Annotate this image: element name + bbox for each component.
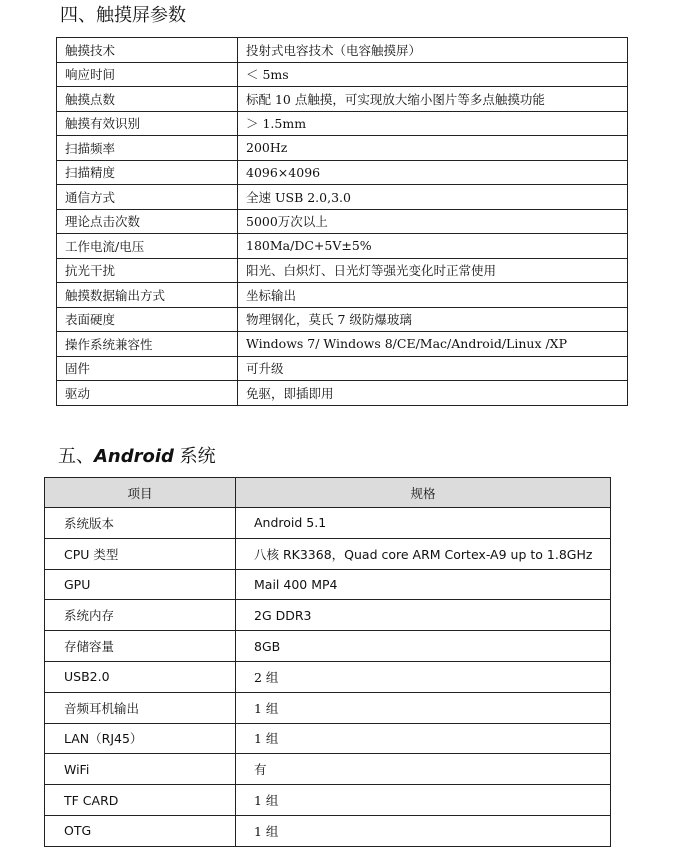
- android-spec-table: [44, 477, 611, 847]
- table-row: [57, 332, 628, 357]
- table-row: [57, 160, 628, 185]
- spec-key: WiFi: [45, 754, 236, 785]
- spec-key: OTG: [45, 815, 236, 846]
- spec-key: 触摸有效识别: [57, 111, 238, 136]
- table-row: [45, 723, 611, 754]
- table-row: [45, 692, 611, 723]
- spec-value: 阳光、白炽灯、日光灯等强光变化时正常使用: [238, 258, 628, 283]
- table-row: [57, 258, 628, 283]
- spec-value: 有: [236, 754, 611, 785]
- header-item: 项目: [45, 478, 236, 508]
- table-row: [45, 569, 611, 600]
- table-row: [57, 62, 628, 87]
- spec-key: 工作电流/电压: [57, 234, 238, 259]
- spec-value: ＞ 1.5mm: [238, 111, 628, 136]
- spec-value: 200Hz: [238, 136, 628, 161]
- spec-value: 1 组: [236, 815, 611, 846]
- spec-key: 扫描频率: [57, 136, 238, 161]
- table-row: [45, 600, 611, 631]
- spec-value: 8GB: [236, 631, 611, 662]
- spec-key: 存储容量: [45, 631, 236, 662]
- spec-key: 音频耳机输出: [45, 692, 236, 723]
- spec-key: 系统内存: [45, 600, 236, 631]
- spec-key: 抗光干扰: [57, 258, 238, 283]
- spec-value: 八核 RK3368，Quad core ARM Cortex-A9 up to 1.8GHz: [236, 538, 611, 569]
- table-row: [57, 87, 628, 112]
- spec-key: 驱动: [57, 381, 238, 406]
- table-row: [45, 508, 611, 539]
- spec-value: 标配 10 点触摸，可实现放大缩小图片等多点触摸功能: [238, 87, 628, 112]
- spec-value: Mail 400 MP4: [236, 569, 611, 600]
- table-row: [45, 661, 611, 692]
- section-title-touchscreen: 四、触摸屏参数: [60, 5, 186, 26]
- spec-value: Windows 7/ Windows 8/CE/Mac/Android/Linux /XP: [238, 332, 628, 357]
- spec-key: 操作系统兼容性: [57, 332, 238, 357]
- spec-key: LAN（RJ45）: [45, 723, 236, 754]
- table-row: [57, 38, 628, 63]
- spec-key: CPU 类型: [45, 538, 236, 569]
- header-spec: 规格: [236, 478, 611, 508]
- spec-value: ＜ 5ms: [238, 62, 628, 87]
- table-header-row: [45, 478, 611, 508]
- table-row: [45, 754, 611, 785]
- spec-key: 理论点击次数: [57, 209, 238, 234]
- spec-key: 触摸技术: [57, 38, 238, 63]
- spec-value: 5000万次以上: [238, 209, 628, 234]
- table-row: [57, 136, 628, 161]
- table-row: [57, 209, 628, 234]
- section-title-suffix: 系统: [173, 446, 216, 467]
- spec-key: 触摸数据输出方式: [57, 283, 238, 308]
- table-row: [45, 785, 611, 816]
- spec-value: 1 组: [236, 692, 611, 723]
- table-row: [45, 538, 611, 569]
- table-row: [57, 234, 628, 259]
- table-row: [45, 631, 611, 662]
- spec-value: 2 组: [236, 661, 611, 692]
- section-title-android-word: Android: [94, 446, 174, 467]
- table-row: [57, 185, 628, 210]
- section-title-android: [58, 445, 216, 469]
- spec-value: Android 5.1: [236, 508, 611, 539]
- spec-value: 4096×4096: [238, 160, 628, 185]
- spec-key: 触摸点数: [57, 87, 238, 112]
- spec-key: 系统版本: [45, 508, 236, 539]
- table-row: [57, 381, 628, 406]
- spec-value: 1 组: [236, 785, 611, 816]
- spec-key: 响应时间: [57, 62, 238, 87]
- spec-value: 2G DDR3: [236, 600, 611, 631]
- spec-key: TF CARD: [45, 785, 236, 816]
- spec-value: 坐标输出: [238, 283, 628, 308]
- spec-value: 免驱，即插即用: [238, 381, 628, 406]
- table-row: [57, 356, 628, 381]
- spec-value: 物理钢化，莫氏 7 级防爆玻璃: [238, 307, 628, 332]
- spec-value: 全速 USB 2.0,3.0: [238, 185, 628, 210]
- spec-key: 通信方式: [57, 185, 238, 210]
- spec-value: 投射式电容技术（电容触摸屏）: [238, 38, 628, 63]
- spec-key: 扫描精度: [57, 160, 238, 185]
- spec-value: 180Ma/DC+5V±5%: [238, 234, 628, 259]
- table-row: [57, 111, 628, 136]
- spec-key: 固件: [57, 356, 238, 381]
- spec-key: GPU: [45, 569, 236, 600]
- spec-key: 表面硬度: [57, 307, 238, 332]
- table-row: [57, 307, 628, 332]
- table-row: [57, 283, 628, 308]
- touchscreen-spec-table: [56, 37, 628, 406]
- section-title-prefix: 五、: [58, 446, 94, 467]
- spec-value: 可升级: [238, 356, 628, 381]
- table-row: [45, 815, 611, 846]
- spec-key: USB2.0: [45, 661, 236, 692]
- spec-value: 1 组: [236, 723, 611, 754]
